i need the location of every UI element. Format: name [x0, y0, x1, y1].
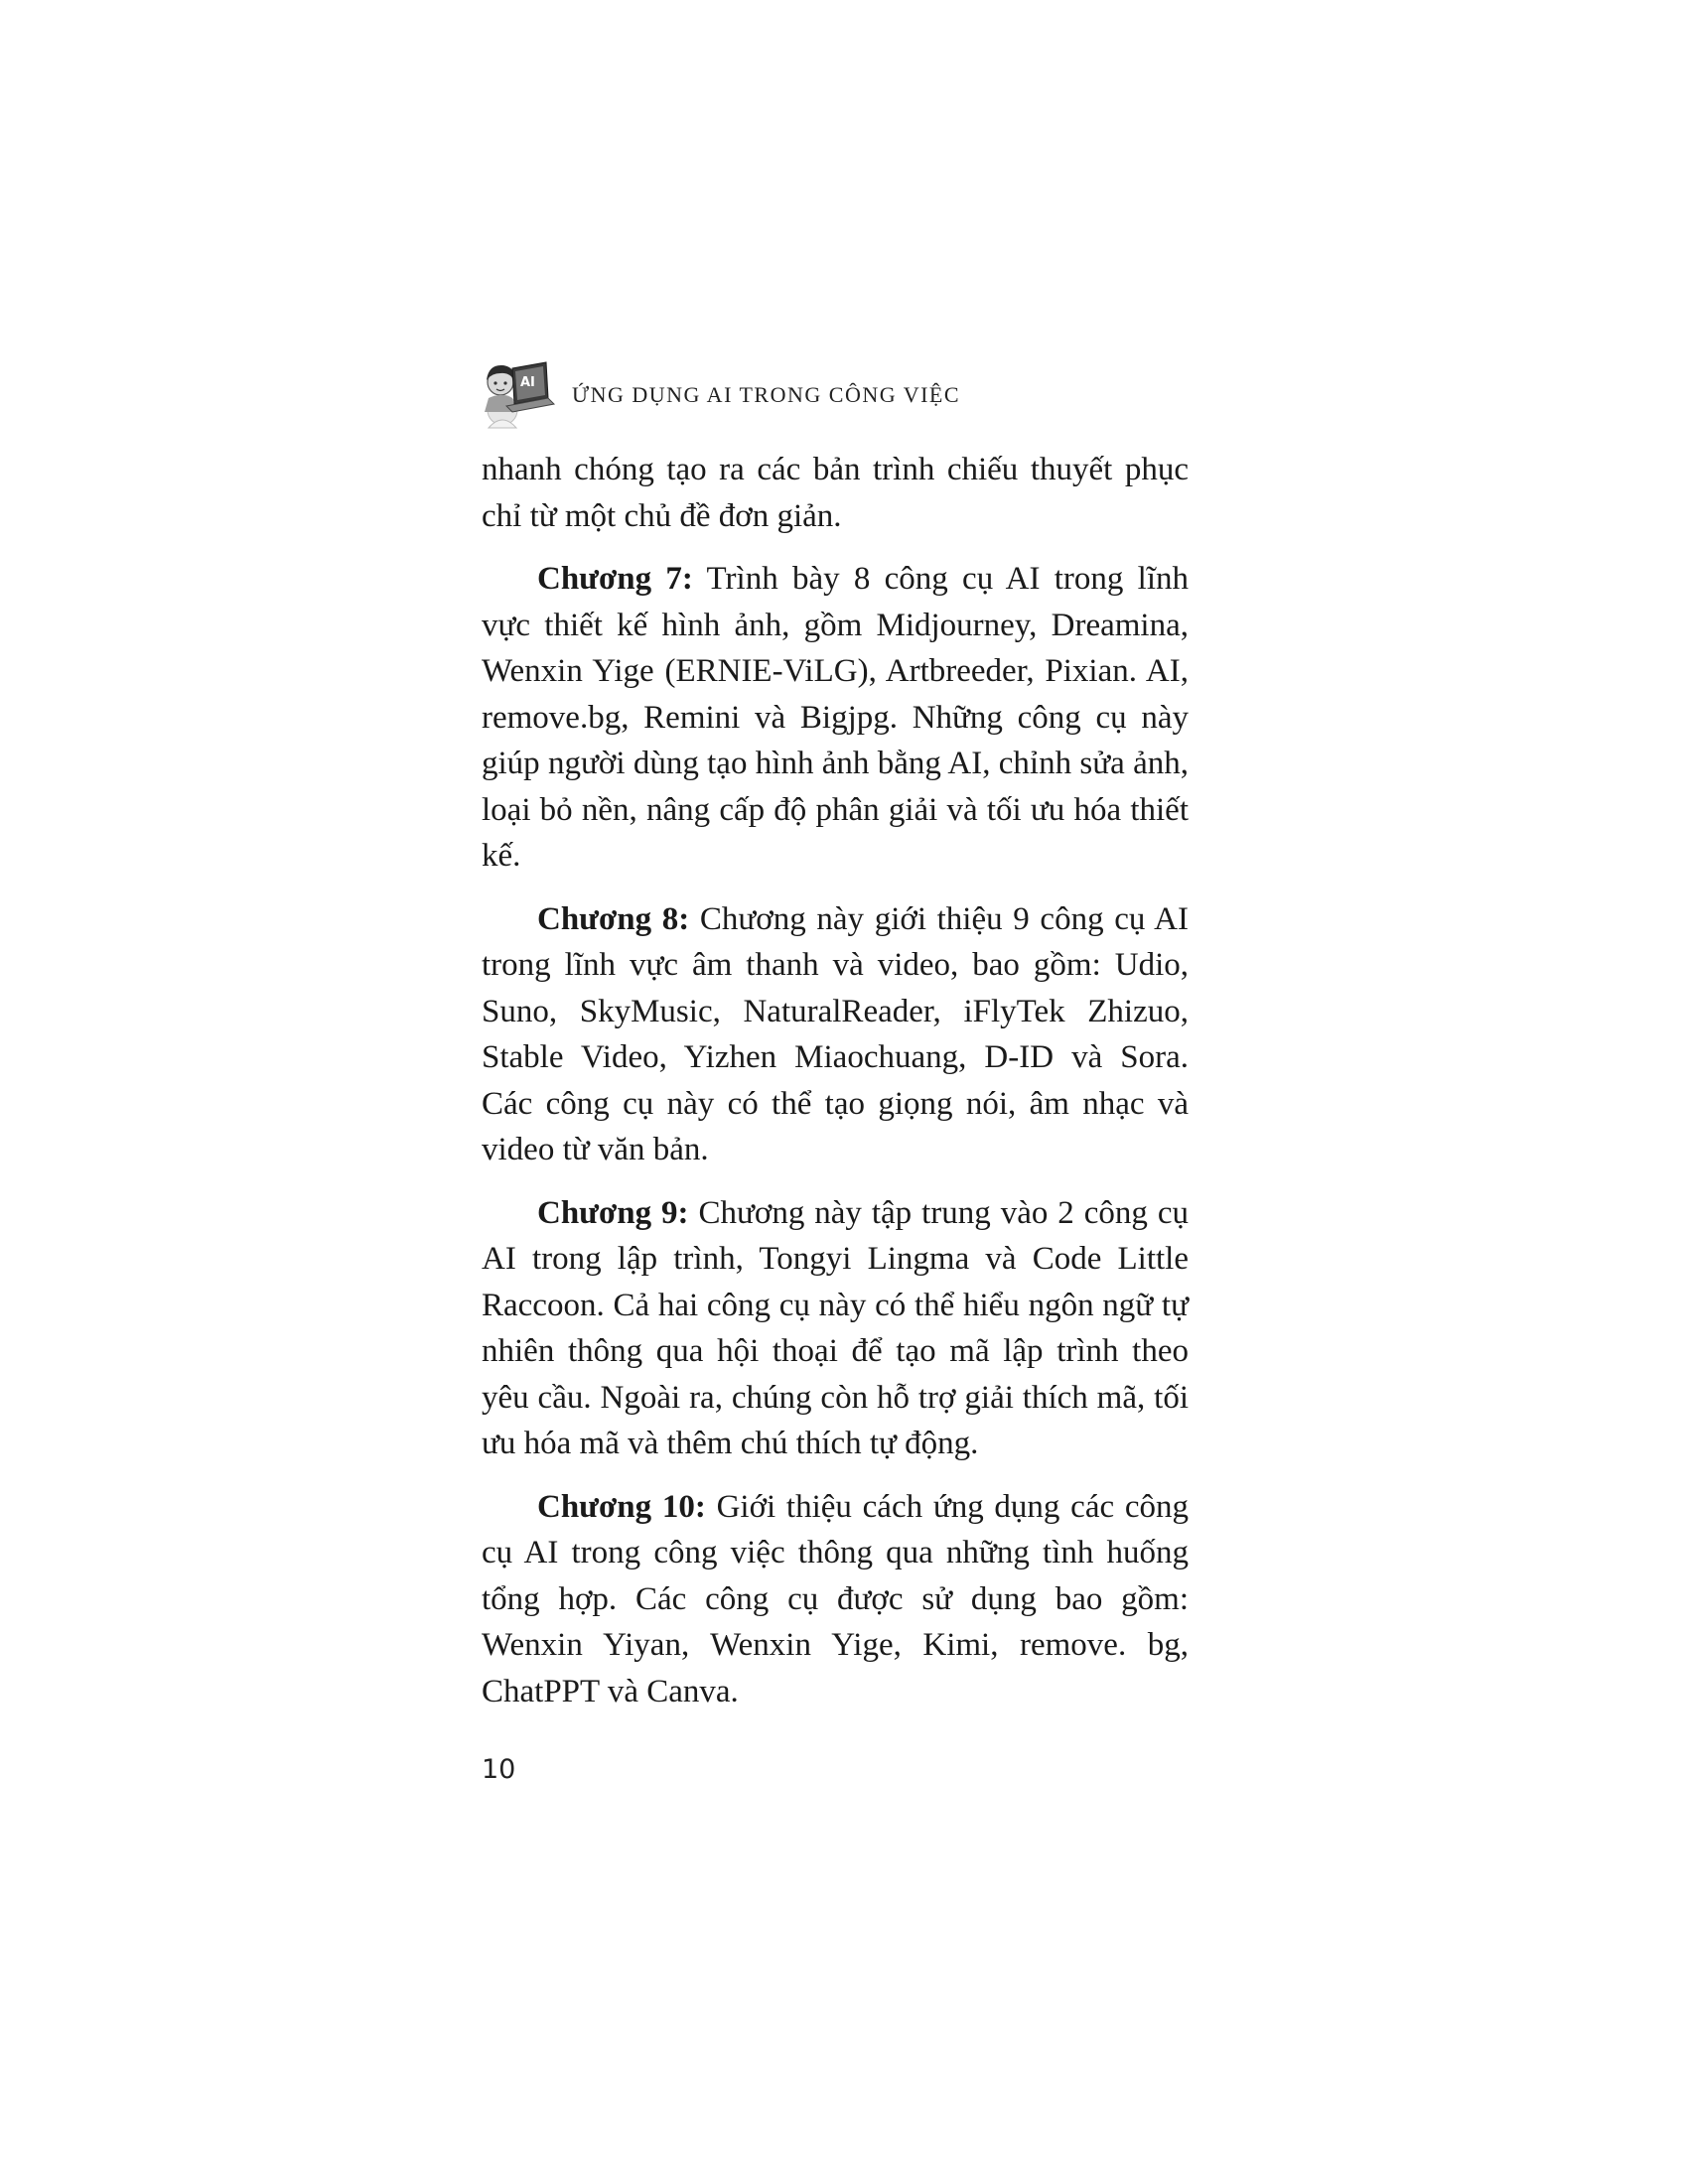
running-header — [477, 352, 1192, 432]
paragraph-text: Chương này giới thiệu 9 công cụ AI trong lĩnh vực âm thanh và video, bao gồm: Udio, Suno, SkyMusic, NaturalReader, iFlyTek Zhizuo, Stable Video, Yizhen Miaochuang, D-ID và Sora. Các công cụ này có thể tạo giọng nói, âm nhạc và video từ văn bản. — [482, 900, 1190, 1167]
paragraph-text: Trình bày 8 công cụ AI trong lĩnh vực thiết kế hình ảnh, gồm Midjourney, Dreamina, Wenxin Yige (ERNIE-ViLG), Artbreeder, Pixian. AI, remove.bg, Remini và Bigjpg. Những công cụ này giúp người dùng tạo hình ảnh bằng AI, chỉnh sửa ảnh, loại bỏ nền, nâng cấp độ phân giải và tối ưu hóa thiết kế. — [482, 561, 1189, 874]
chapter-label: Chương 8: — [537, 900, 690, 937]
chapter-label: Chương 10: — [537, 1488, 706, 1525]
paragraph-text: nhanh chóng tạo ra các bản trình chiếu thuyết phục chỉ từ một chủ đề đơn giản. — [482, 452, 1189, 534]
paragraph-chapter-9 — [482, 1190, 1189, 1467]
paragraph-intro-continuation — [482, 447, 1189, 539]
chapter-label: Chương 9: — [537, 1194, 689, 1231]
paragraph-text: Giới thiệu cách ứng dụng các công cụ AI trong công việc thông qua những tình huống tổng hợp. Các công cụ được sử dụng bao gồm: Wenxin Yiyan, Wenxin Yige, Kimi, remove. bg, ChatPPT và Canva. — [482, 1488, 1189, 1709]
paragraph-chapter-7 — [482, 556, 1189, 880]
chapter-label: Chương 7: — [537, 561, 693, 597]
paragraph-chapter-10 — [482, 1484, 1189, 1715]
svg-text:AI: AI — [520, 375, 535, 390]
body-text — [482, 447, 1189, 1731]
running-header-title: ỨNG DỤNG AI TRONG CÔNG VIỆC — [572, 382, 961, 407]
paragraph-text: Chương này tập trung vào 2 công cụ AI trong lập trình, Tongyi Lingma và Code Little Raccoon. Cả hai công cụ này có thể hiểu ngôn ngữ tự nhiên thông qua hội thoại để tạo mã lập trình theo yêu cầu. Ngoài ra, chúng còn hỗ trợ giải thích mã, tối ưu hóa mã và thêm chú thích tự động. — [482, 1194, 1189, 1461]
page-number: 10 — [482, 1754, 516, 1785]
ai-laptop-person-logo — [477, 352, 556, 432]
paragraph-chapter-8 — [482, 896, 1189, 1173]
